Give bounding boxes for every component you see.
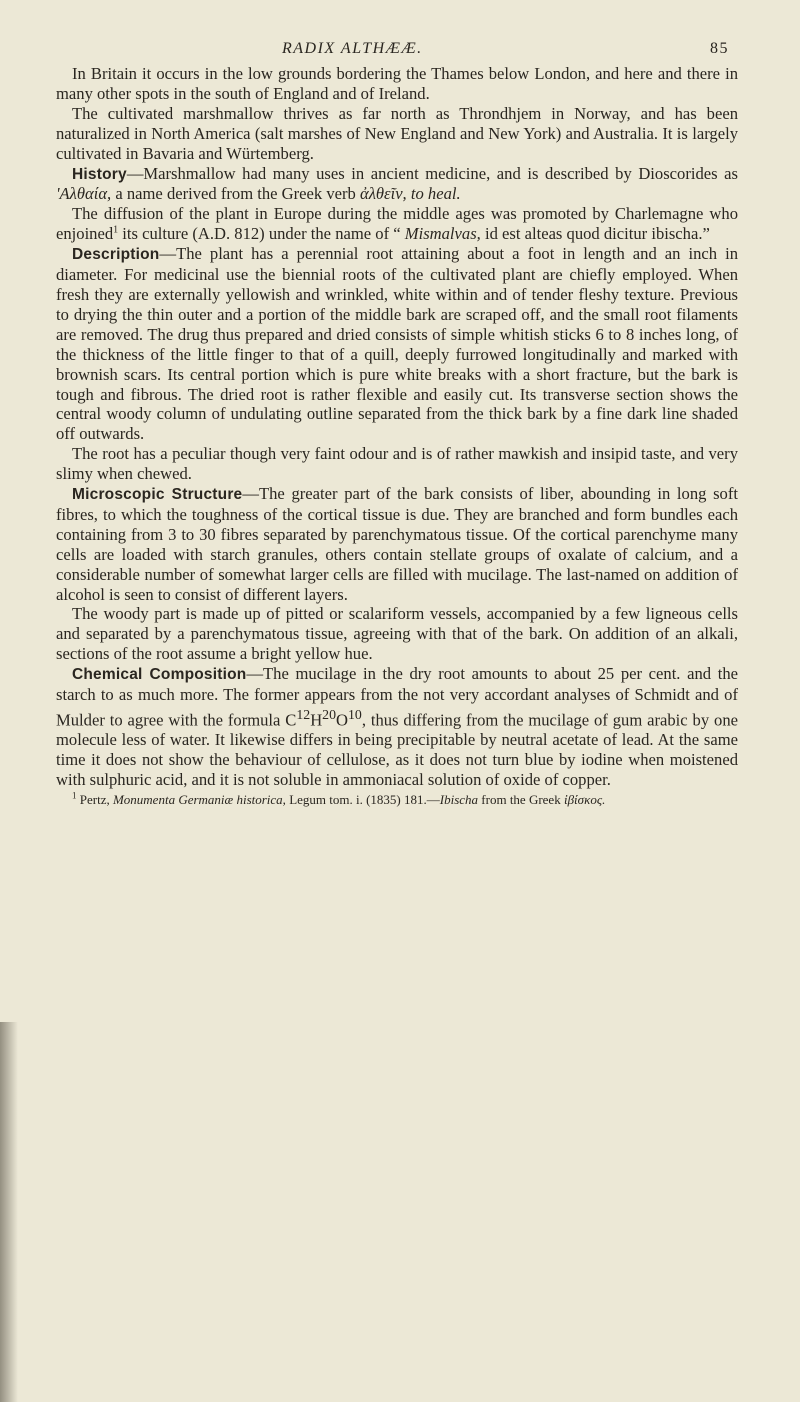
paragraph-charlemagne: The diffusion of the plant in Europe during the middle ages was promoted by Charlemagne who enjoined$^1$ its culture (A.D. 812) under the name of “ Mismalvas, id est alteas quod dicitur ibischa.” <box>56 204 738 244</box>
italic-mismalvas: Mismalvas, <box>404 224 481 244</box>
footnote-mark: 1 <box>72 790 77 801</box>
section-heading-chemical: Chemical Composition <box>72 666 247 684</box>
footnote: $^1$ Pertz, Monumenta Germaniæ historica, Legum tom. i. (1835) 181.—Ibischa from the Greek ἰβίσκος. <box>72 790 606 808</box>
paragraph-woody-part: The woody part is made up of pitted or scalariform vessels, accompanied by a few ligneous cells and separated by a parenchymatous tissue, agreeing with that of the bark. On addition of an alkali, sections of the root assume a bright yellow hue. <box>56 604 738 664</box>
paragraph-odour: The root has a peculiar though very faint odour and is of rather mawkish and insipid taste, and very slimy when chewed. <box>56 444 738 484</box>
footnote-reference: 1 <box>113 224 119 236</box>
paragraph-distribution-britain: In Britain it occurs in the low grounds bordering the Thames below London, and here and there in many other spots in the south of England and of Ireland. <box>56 64 738 103</box>
paragraph-chemical: Chemical Composition—The mucilage in the dry root amounts to about 25 per cent. and the starch to as much more. The former appears from the not very accordant analyses of Schmidt and of Mulder to agree with the formula $C^{12}H^{20}O^{10}$, thus differing from the mucilage of gum arabic by one molecule less of water. It likewise differs in being precipitable by neutral acetate of lead. At the same time it does not show the behaviour of cellulose, as it does not turn blue by iodine when moistened with sulphuric acid, and it is not soluble in ammoniacal solution of oxide of copper. <box>56 664 738 790</box>
greek-althaia: 'Αλθαία, <box>56 184 112 204</box>
section-heading-microscopic: Microscopic Structure <box>72 486 243 504</box>
paragraph-history: History—Marshmallow had many uses in ancient medicine, and is described by Dioscorides as 'Αλθαία, a name derived from the Greek verb ἀλθεῖν, to heal. <box>56 163 738 204</box>
greek-althein: ἀλθεῖν, to heal. <box>360 184 461 204</box>
paragraph-microscopic: Microscopic Structure—The greater part of the bark consists of liber, abounding in long soft fibres, to which the toughness of the cortical tissue is due. They are branched and form bundles each containing from 3 to 30 fibres separated by parenchymatous tissue. Of the cortical parenchyme many cells are loaded with starch granules, others contain stellate groups of oxalate of calcium, and a considerable number of somewhat larger cells are filled with mucilage. The last-named on addition of alcohol is seen to consist of different layers. <box>56 484 738 604</box>
greek-ibiskos: ἰβίσκος. <box>563 792 606 808</box>
section-heading-history: History <box>72 165 127 183</box>
running-head-title: RADIX ALTHÆÆ. <box>282 40 423 57</box>
body-text <box>56 64 738 790</box>
paragraph-cultivation: The cultivated marshmallow thrives as far north as Throndhjem in Norway, and has been naturalized in North America (salt marshes of New England and New York) and Australia. It is largely cultivated in Bavaria and Würtemberg. <box>56 103 738 163</box>
page-number: 85 <box>710 40 729 57</box>
section-heading-description: Description <box>72 246 160 264</box>
page-shadow-edge <box>0 1022 18 1402</box>
paragraph-description: Description—The plant has a perennial root attaining about a foot in length and an inch in diameter. For medicinal use the biennial roots of the cultivated plant are chiefly employed. When fresh they are externally yellowish and wrinkled, white within and of tender fleshy texture. Previous to drying the thin outer and a portion of the middle bark are scraped off, and the small root filaments are removed. The drug thus prepared and dried consists of simple whitish sticks 6 to 8 inches long, of the thickness of the little finger to that of a quill, deeply furrowed longitudinally and marked with brownish scars. Its central portion which is pure white breaks with a short fracture, but the bark is tough and fibrous. The dried root is rather flexible and easily cut. Its transverse section shows the central woody column of undulating outline separated from the thick bark by a fine dark line shaded off outwards. <box>56 244 738 444</box>
